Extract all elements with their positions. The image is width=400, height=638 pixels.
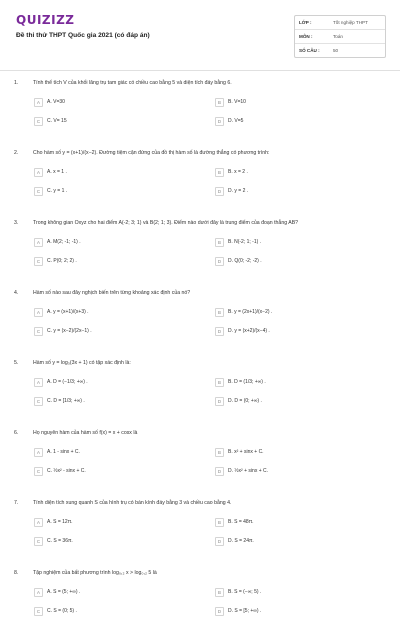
answer-option-b[interactable]: [215, 236, 385, 248]
answer-option-b[interactable]: [215, 446, 385, 458]
question-item: [0, 358, 400, 428]
option-letter: C: [34, 257, 43, 266]
option-letter: A: [34, 168, 43, 177]
question-list: [0, 78, 400, 638]
option-text: B. V=10: [228, 99, 246, 105]
question-number: 4.: [14, 290, 19, 296]
question-item: [0, 78, 400, 148]
option-text: B. S = (−∞; 5) .: [228, 589, 262, 595]
option-text: B. N(-2; 1; -1) .: [228, 239, 262, 245]
question-number: 8.: [14, 570, 19, 576]
option-text: D. S = [5; +∞) .: [228, 608, 262, 614]
meta-label: LỚP :: [299, 20, 312, 25]
option-text: C. y = (x−2)/(2x−1) .: [47, 328, 92, 334]
meta-label: MÔN :: [299, 34, 313, 39]
meta-row-class: [295, 16, 385, 30]
option-text: A. 1 - sinx + C.: [47, 449, 80, 455]
option-text: D. y = 2 .: [228, 188, 249, 194]
answer-option-a[interactable]: [34, 96, 204, 108]
option-letter: A: [34, 238, 43, 247]
answer-option-d[interactable]: [215, 115, 385, 127]
option-letter: A: [34, 308, 43, 317]
option-letter: D: [215, 467, 224, 476]
option-text: A. V=30: [47, 99, 65, 105]
answer-option-c[interactable]: [34, 535, 204, 547]
question-text: Trong không gian Oxyz cho hai điểm A(-2; 3; 1) và B(2; 1; 3). Điểm nào dưới đây là trung điểm của đoạn thẳng AB?: [33, 220, 299, 226]
worksheet-meta-box: [294, 15, 386, 58]
option-letter: D: [215, 327, 224, 336]
option-text: C. V= 15: [47, 118, 67, 124]
answer-option-a[interactable]: [34, 166, 204, 178]
option-letter: D: [215, 187, 224, 196]
answer-option-b[interactable]: [215, 166, 385, 178]
answer-option-a[interactable]: [34, 446, 204, 458]
option-text: B. S = 48π.: [228, 519, 254, 525]
meta-value: Toán: [333, 34, 343, 39]
option-letter: C: [34, 117, 43, 126]
worksheet-header: [14, 12, 386, 62]
option-letter: A: [34, 588, 43, 597]
option-text: B. x = 2 .: [228, 169, 248, 175]
option-text: D. S = 24π.: [228, 538, 254, 544]
question-item: [0, 428, 400, 498]
option-text: D. y = (x+2)/(x−4) .: [228, 328, 270, 334]
question-item: [0, 218, 400, 288]
answer-option-c[interactable]: [34, 465, 204, 477]
answer-option-d[interactable]: [215, 395, 385, 407]
answer-option-c[interactable]: [34, 605, 204, 617]
question-text: Hàm số nào sau đây nghịch biến trên từng khoảng xác định của nó?: [33, 290, 191, 296]
question-number: 7.: [14, 500, 19, 506]
answer-option-c[interactable]: [34, 185, 204, 197]
option-letter: B: [215, 448, 224, 457]
option-letter: C: [34, 467, 43, 476]
answer-option-b[interactable]: [215, 516, 385, 528]
option-letter: C: [34, 537, 43, 546]
question-text: Họ nguyên hàm của hàm số f(x) = x + cosx là: [33, 430, 138, 436]
question-text: Tính diện tích xung quanh S của hình trụ có bán kính đáy bằng 3 và chiều cao bằng 4.: [33, 500, 232, 506]
meta-row-subject: [295, 30, 385, 44]
answer-option-d[interactable]: [215, 325, 385, 337]
option-text: B. x² + sinx + C.: [228, 449, 264, 455]
option-letter: D: [215, 397, 224, 406]
question-text: Tính thể tích V của khối lăng trụ tam giác có chiều cao bằng 5 và diện tích đáy bằng 6.: [33, 80, 232, 86]
option-text: A. y = (x+1)/(x+3) .: [47, 309, 89, 315]
question-number: 3.: [14, 220, 19, 226]
answer-option-b[interactable]: [215, 96, 385, 108]
option-text: A. M(2; -1; -1) .: [47, 239, 81, 245]
option-text: D. D = (0; +∞) .: [228, 398, 262, 404]
answer-option-d[interactable]: [215, 185, 385, 197]
answer-option-a[interactable]: [34, 236, 204, 248]
option-text: B. y = (2x+1)/(x−2) .: [228, 309, 273, 315]
option-text: A. S = 12π.: [47, 519, 73, 525]
meta-row-count: [295, 44, 385, 57]
option-letter: B: [215, 238, 224, 247]
answer-option-b[interactable]: [215, 306, 385, 318]
header-divider: [0, 70, 400, 71]
option-text: D. ½x² + sinx + C.: [228, 468, 269, 474]
option-letter: A: [34, 448, 43, 457]
question-item: [0, 568, 400, 638]
question-number: 6.: [14, 430, 19, 436]
question-item: [0, 148, 400, 218]
question-number: 1.: [14, 80, 19, 86]
option-letter: A: [34, 98, 43, 107]
answer-option-d[interactable]: [215, 605, 385, 617]
option-letter: A: [34, 378, 43, 387]
question-item: [0, 288, 400, 358]
answer-option-d[interactable]: [215, 465, 385, 477]
option-letter: C: [34, 327, 43, 336]
answer-option-a[interactable]: [34, 586, 204, 598]
question-text: Cho hàm số y = (x+1)/(x−2). Đường tiệm cận đứng của đồ thị hàm số là đường thẳng có phương trình:: [33, 150, 270, 156]
option-letter: B: [215, 168, 224, 177]
option-letter: B: [215, 518, 224, 527]
question-number: 2.: [14, 150, 19, 156]
option-letter: A: [34, 518, 43, 527]
option-text: A. S = (5; +∞) .: [47, 589, 81, 595]
question-text: Tập nghiệm của bất phương trình log₀,₂ x > log₀,₂ 5 là: [33, 570, 157, 576]
option-text: C. P(0; 2; 2) .: [47, 258, 77, 264]
question-number: 5.: [14, 360, 19, 366]
answer-option-b[interactable]: [215, 586, 385, 598]
page-title: Đề thi thử THPT Quốc gia 2021 (có đáp án): [16, 32, 150, 39]
option-letter: B: [215, 378, 224, 387]
answer-option-a[interactable]: [34, 306, 204, 318]
answer-option-c[interactable]: [34, 395, 204, 407]
answer-option-b[interactable]: [215, 376, 385, 388]
option-letter: C: [34, 607, 43, 616]
answer-option-c[interactable]: [34, 115, 204, 127]
quizizz-logo: QUIZIZZ: [16, 13, 75, 27]
question-text: Hàm số y = log₃(3x + 1) có tập xác định là:: [33, 360, 131, 366]
option-text: C. y = 1 .: [47, 188, 68, 194]
answer-option-a[interactable]: [34, 516, 204, 528]
option-text: C. D = [1/3; +∞) .: [47, 398, 85, 404]
option-letter: B: [215, 588, 224, 597]
option-text: A. D = (−1/3; +∞) .: [47, 379, 88, 385]
option-text: C. ½x² - sinx + C.: [47, 468, 86, 474]
meta-value: Tốt nghiệp THPT: [333, 20, 368, 25]
option-text: B. D = (1/3; +∞) .: [228, 379, 266, 385]
option-letter: D: [215, 257, 224, 266]
option-text: C. S = (0; 5) .: [47, 608, 77, 614]
option-letter: B: [215, 308, 224, 317]
answer-option-c[interactable]: [34, 325, 204, 337]
question-item: [0, 498, 400, 568]
option-text: D. Q(0; -2; -2) .: [228, 258, 262, 264]
option-text: A. x = 1 .: [47, 169, 67, 175]
option-text: D. V=5: [228, 118, 244, 124]
answer-option-d[interactable]: [215, 535, 385, 547]
answer-option-a[interactable]: [34, 376, 204, 388]
answer-option-c[interactable]: [34, 255, 204, 267]
answer-option-d[interactable]: [215, 255, 385, 267]
meta-label: SỐ CÂU :: [299, 48, 320, 53]
option-letter: C: [34, 187, 43, 196]
option-text: C. S = 36π.: [47, 538, 73, 544]
option-letter: B: [215, 98, 224, 107]
meta-value: 50: [333, 48, 339, 53]
option-letter: C: [34, 397, 43, 406]
option-letter: D: [215, 607, 224, 616]
option-letter: D: [215, 537, 224, 546]
option-letter: D: [215, 117, 224, 126]
